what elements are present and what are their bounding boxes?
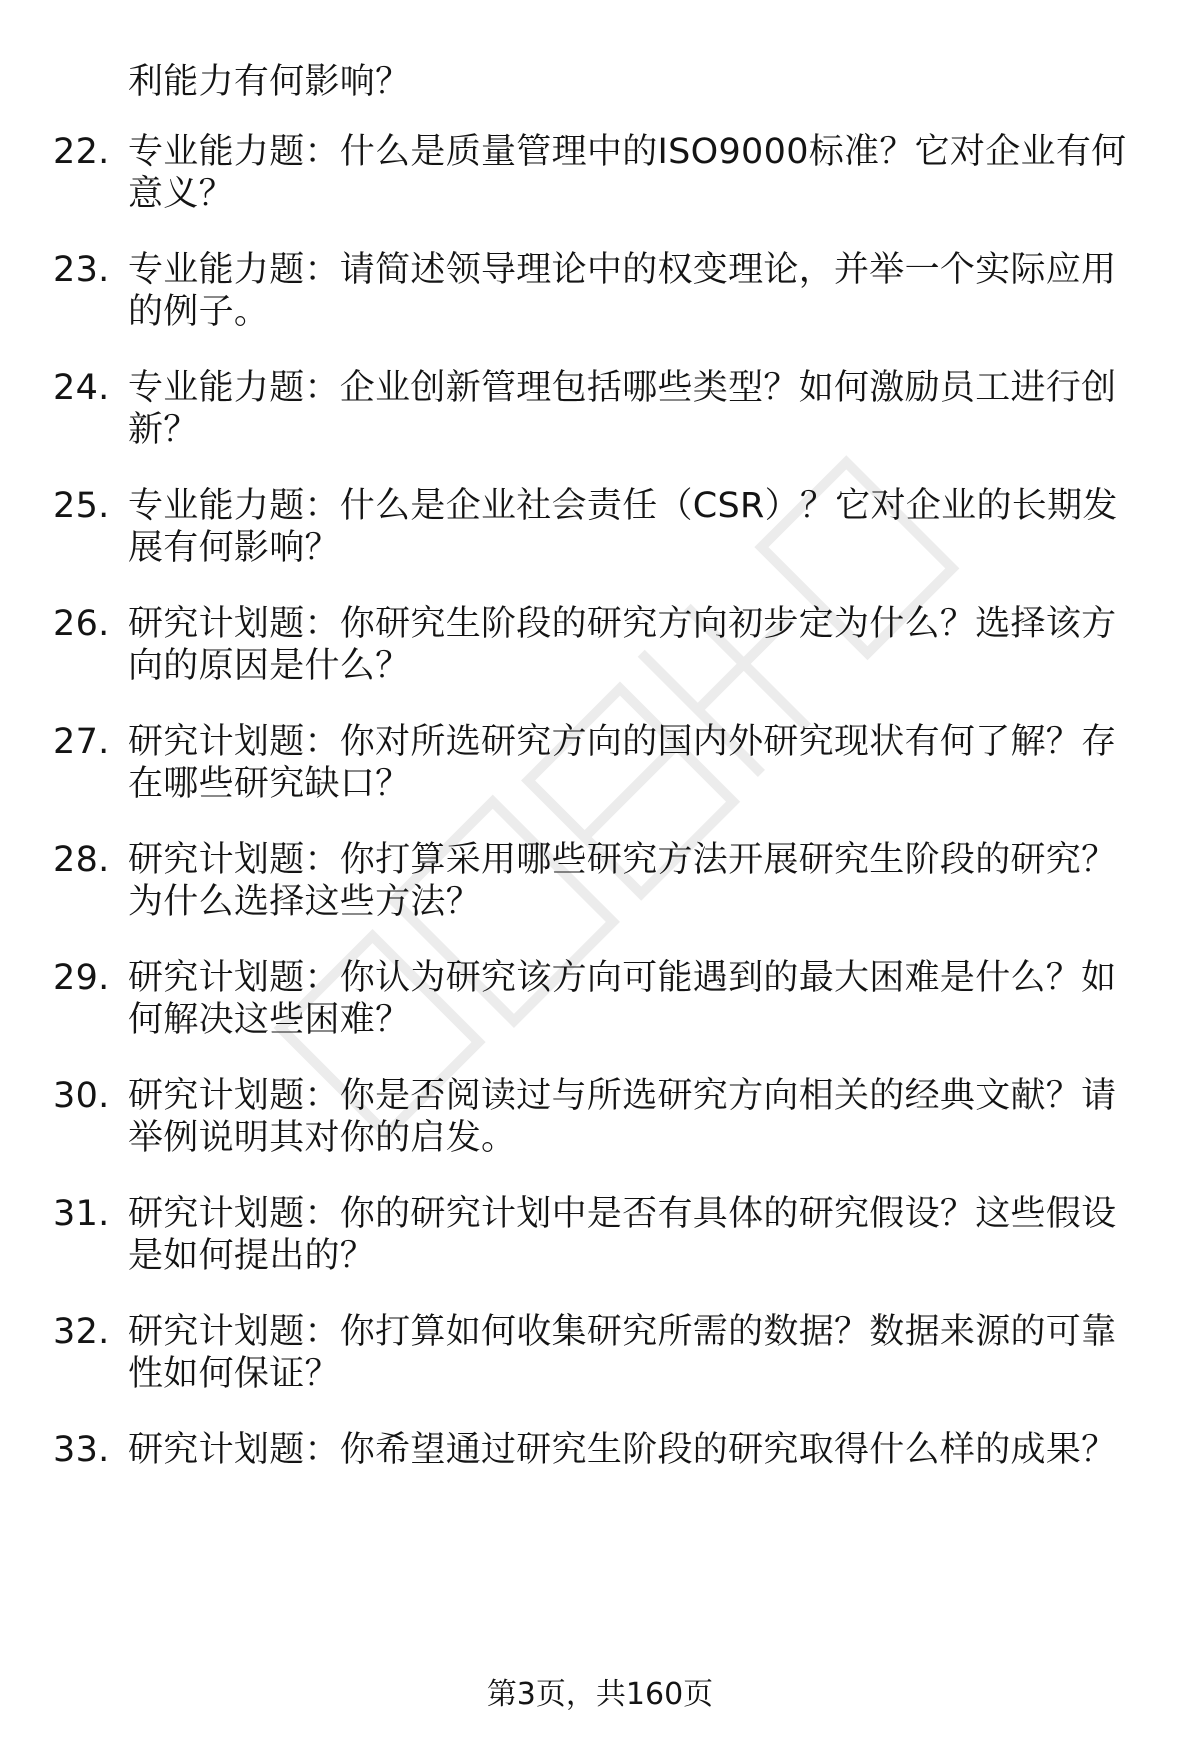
question-number: 26. bbox=[53, 604, 110, 644]
question-number: 24. bbox=[53, 368, 110, 408]
question-text-line1: 研究计划题：你的研究计划中是否有具体的研究假设？这些假设 bbox=[128, 1194, 1117, 1234]
question-number: 29. bbox=[53, 958, 110, 998]
question-text-line1: 专业能力题：请简述领导理论中的权变理论，并举一个实际应用 bbox=[128, 250, 1117, 290]
question-text-line2: 的例子。 bbox=[128, 292, 270, 332]
question-text-line1: 专业能力题：什么是企业社会责任（CSR）？它对企业的长期发 bbox=[128, 486, 1118, 526]
question-text-line1: 研究计划题：你打算如何收集研究所需的数据？数据来源的可靠 bbox=[128, 1312, 1117, 1352]
question-number: 22. bbox=[53, 132, 110, 172]
question-text-line1: 研究计划题：你希望通过研究生阶段的研究取得什么样的成果？ bbox=[128, 1430, 1117, 1470]
question-text-line1: 研究计划题：你认为研究该方向可能遇到的最大困难是什么？如 bbox=[128, 958, 1117, 998]
page-footer: 第3页，共160页 bbox=[486, 1677, 714, 1712]
question-text-line2: 性如何保证？ bbox=[128, 1354, 340, 1394]
question-number: 32. bbox=[53, 1312, 110, 1352]
question-text-line2: 新？ bbox=[128, 410, 199, 450]
question-text-line2: 展有何影响？ bbox=[128, 528, 340, 568]
question-number: 28. bbox=[53, 840, 110, 880]
watermark-stamp bbox=[120, 330, 1120, 1330]
question-text-line2: 在哪些研究缺口？ bbox=[128, 764, 411, 804]
question-number: 23. bbox=[53, 250, 110, 290]
question-number: 30. bbox=[53, 1076, 110, 1116]
question-text-line2: 意义？ bbox=[128, 174, 234, 214]
question-text-line1: 研究计划题：你研究生阶段的研究方向初步定为什么？选择该方 bbox=[128, 604, 1117, 644]
question-number: 25. bbox=[53, 486, 110, 526]
question-text-line2: 向的原因是什么？ bbox=[128, 646, 411, 686]
question-text-line2: 是如何提出的？ bbox=[128, 1236, 376, 1276]
question-text-line2: 为什么选择这些方法？ bbox=[128, 882, 482, 922]
question-text-line1: 研究计划题：你对所选研究方向的国内外研究现状有何了解？存 bbox=[128, 722, 1117, 762]
question-text-line1: 专业能力题：什么是质量管理中的ISO9000标准？它对企业有何 bbox=[128, 132, 1127, 172]
question-number: 27. bbox=[53, 722, 110, 762]
question-text-line1: 研究计划题：你是否阅读过与所选研究方向相关的经典文献？请 bbox=[128, 1076, 1117, 1116]
question-text-line2: 何解决这些困难？ bbox=[128, 1000, 411, 1040]
question-text-line2: 举例说明其对你的启发。 bbox=[128, 1118, 517, 1158]
question-number: 31. bbox=[53, 1194, 110, 1234]
question-text-line1: 研究计划题：你打算采用哪些研究方法开展研究生阶段的研究？ bbox=[128, 840, 1117, 880]
question-number: 33. bbox=[53, 1430, 110, 1470]
continuation-line: 利能力有何影响？ bbox=[128, 62, 411, 102]
question-text-line1: 专业能力题：企业创新管理包括哪些类型？如何激励员工进行创 bbox=[128, 368, 1117, 408]
